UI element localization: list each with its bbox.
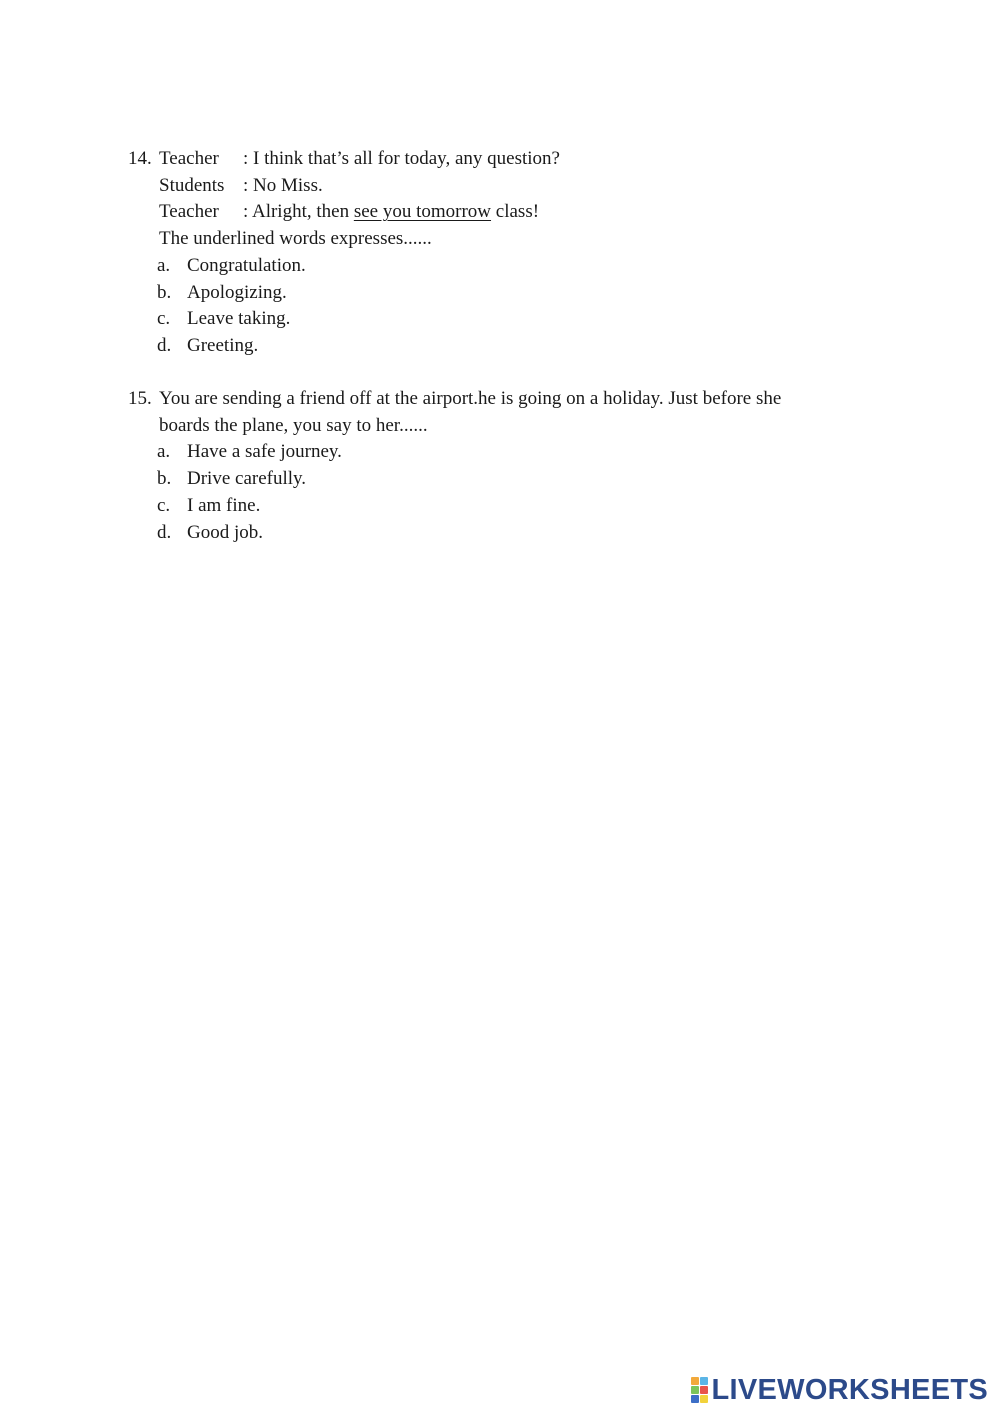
option-text: Good job. xyxy=(187,521,263,543)
answer-option-c[interactable] xyxy=(128,306,848,333)
dialogue-line xyxy=(128,146,848,173)
question-stem: You are sending a friend off at the airport.he is going on a holiday. Just before she xyxy=(159,388,782,409)
liveworksheets-brand xyxy=(691,1374,989,1406)
option-letter: a. xyxy=(157,254,171,276)
answer-option-b[interactable] xyxy=(128,466,848,493)
speaker-name: Teacher xyxy=(159,201,219,223)
question-number: 14. xyxy=(128,148,152,169)
dialogue-line xyxy=(128,173,848,200)
brand-wordmark: LIVEWORKSHEETS xyxy=(711,1374,988,1406)
question-15 xyxy=(128,386,848,546)
answer-option-d[interactable] xyxy=(128,333,848,360)
question-stem-line xyxy=(128,386,848,413)
question-prompt xyxy=(128,226,848,253)
option-text: Have a safe journey. xyxy=(187,441,342,463)
dialogue-text: : No Miss. xyxy=(243,174,323,196)
option-text: Congratulation. xyxy=(187,254,306,276)
answer-option-c[interactable] xyxy=(128,493,848,520)
speaker-name: Teacher xyxy=(159,148,219,169)
answer-option-a[interactable] xyxy=(128,253,848,280)
speaker-name: Students xyxy=(159,174,225,196)
liveworksheets-logo-icon xyxy=(691,1377,708,1403)
dialogue-text-after: class! xyxy=(491,201,540,223)
option-letter: d. xyxy=(157,521,172,543)
prompt-text: The underlined words expresses...... xyxy=(159,228,432,250)
question-14 xyxy=(128,146,848,360)
option-letter: c. xyxy=(157,494,171,516)
answer-option-a[interactable] xyxy=(128,439,848,466)
dialogue-text xyxy=(243,199,539,226)
option-text: Drive carefully. xyxy=(187,468,307,490)
option-text: Apologizing. xyxy=(187,281,287,303)
question-stem-continued: boards the plane, you say to her...... xyxy=(159,414,428,436)
dialogue-line xyxy=(128,199,848,226)
option-letter: a. xyxy=(157,441,171,463)
option-text: I am fine. xyxy=(187,494,261,516)
option-letter: b. xyxy=(157,468,172,490)
option-letter: d. xyxy=(157,334,172,356)
question-stem-line xyxy=(128,413,848,440)
option-text: Leave taking. xyxy=(187,308,291,330)
answer-option-d[interactable] xyxy=(128,520,848,547)
option-letter: b. xyxy=(157,281,172,303)
dialogue-text: : I think that’s all for today, any question? xyxy=(243,148,560,169)
question-number: 15. xyxy=(128,388,152,409)
option-text: Greeting. xyxy=(187,334,259,356)
dialogue-text-before: : Alright, then xyxy=(243,201,354,223)
answer-option-b[interactable] xyxy=(128,280,848,307)
underlined-phrase: see you tomorrow xyxy=(353,201,492,223)
option-letter: c. xyxy=(157,308,171,330)
